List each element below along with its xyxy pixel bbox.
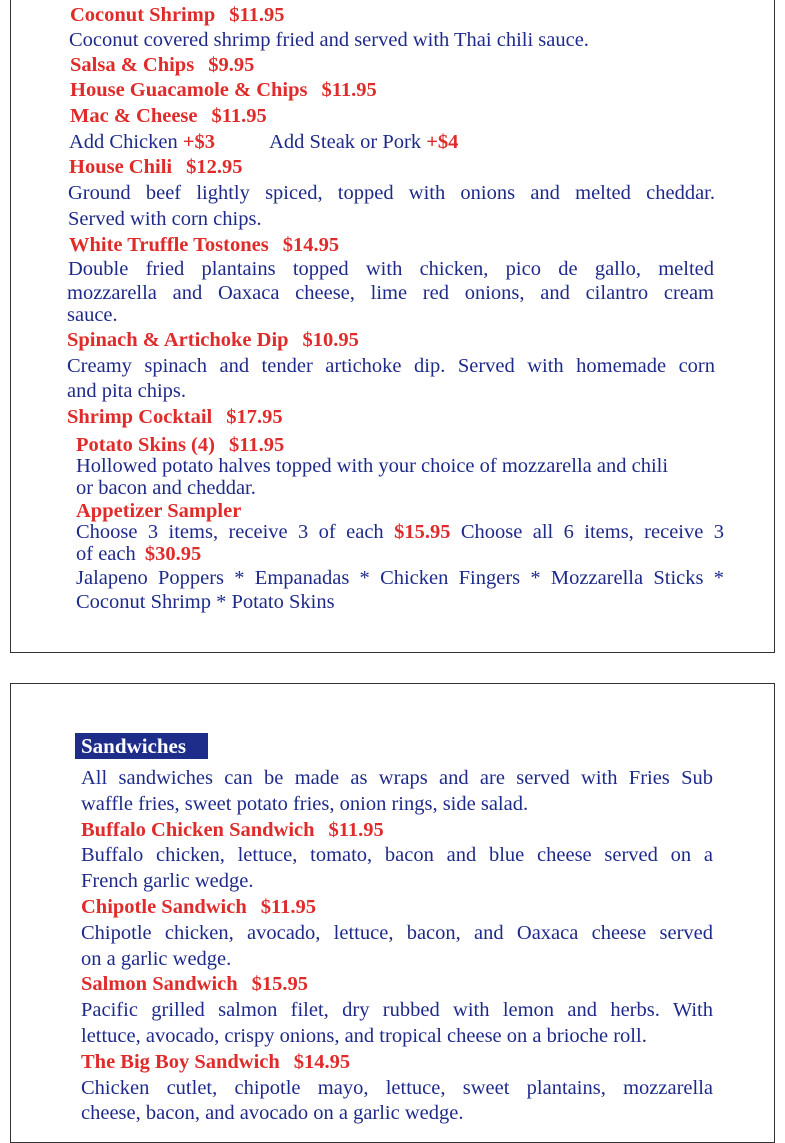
item-name: Chipotle Sandwich (81, 896, 247, 918)
item-price: $15.95 (251, 973, 309, 995)
menu-item-title (70, 4, 284, 27)
item-description: mozzarella and Oaxaca cheese, lime red onions, and cilantro cream (67, 282, 714, 304)
item-name: White Truffle Tostones (69, 234, 269, 256)
item-description: Served with corn chips. (68, 208, 262, 230)
item-name: The Big Boy Sandwich (81, 1051, 280, 1073)
menu-item-title (76, 500, 241, 523)
item-description: cheese, bacon, and avocado on a garlic wedge. (81, 1102, 464, 1124)
item-description: lettuce, avocado, crispy onions, and tropical cheese on a brioche roll. (81, 1025, 647, 1047)
add-on-price: +$4 (426, 131, 459, 153)
menu-item-title (81, 819, 384, 842)
item-description: Buffalo chicken, lettuce, tomato, bacon and blue cheese served on a (81, 844, 713, 866)
item-description: Pacific grilled salmon filet, dry rubbed with lemon and herbs. With (81, 999, 713, 1021)
menu-item-title (67, 406, 283, 429)
item-price: $14.95 (293, 1051, 351, 1073)
item-name: House Chili (69, 156, 173, 178)
menu-item-title (81, 896, 316, 919)
item-price: $11.95 (229, 4, 285, 26)
add-on-line (69, 131, 458, 154)
item-name: House Guacamole & Chips (70, 79, 308, 101)
item-name: Salsa & Chips (70, 54, 195, 76)
item-description: on a garlic wedge. (81, 948, 232, 970)
item-price: $11.95 (228, 434, 285, 456)
section-intro: waffle fries, sweet potato fries, onion rings, side salad. (81, 793, 529, 815)
sampler-price: $30.95 (144, 543, 202, 565)
item-name: Shrimp Cocktail (67, 406, 213, 428)
menu-item-title (81, 973, 308, 996)
item-price: $10.95 (302, 329, 359, 351)
item-name: Appetizer Sampler (76, 500, 242, 522)
section-title: Sandwiches (75, 733, 208, 759)
menu-item-title (69, 156, 242, 179)
sampler-items: Jalapeno Poppers * Empanadas * Chicken Fingers * Mozzarella Sticks * (76, 567, 724, 589)
sampler-price: $15.95 (394, 521, 451, 543)
add-on-label: Add Chicken (69, 131, 178, 153)
add-on-price: +$3 (182, 131, 216, 153)
item-name: Buffalo Chicken Sandwich (81, 819, 315, 841)
item-price: $9.95 (208, 54, 255, 76)
item-description: and pita chips. (67, 380, 186, 402)
item-price: $12.95 (186, 156, 243, 178)
item-description: Chicken cutlet, chipotle mayo, lettuce, sweet plantains, mozzarella (81, 1077, 713, 1099)
menu-item-title (69, 234, 339, 257)
item-description: Double fried plantains topped with chicken, pico de gallo, melted (68, 258, 714, 280)
item-price: $11.95 (321, 79, 377, 101)
item-description: Coconut covered shrimp fried and served with Thai chili sauce. (69, 29, 589, 51)
menu-item-title (76, 434, 284, 457)
item-name: Coconut Shrimp (70, 4, 216, 26)
item-description: Ground beef lightly spiced, topped with onions and melted cheddar. (68, 182, 715, 204)
menu-item-title (70, 105, 267, 128)
item-name: Salmon Sandwich (81, 973, 238, 995)
add-on-label: Add Steak or Pork (269, 131, 422, 153)
section-intro: All sandwiches can be made as wraps and are served with Fries Sub (81, 767, 713, 789)
item-description: Chipotle chicken, avocado, lettuce, bacon, and Oaxaca cheese served (81, 922, 713, 944)
item-price: $14.95 (282, 234, 340, 256)
sampler-option: Choose all 6 items, receive 3 (460, 521, 724, 543)
item-description: sauce. (67, 304, 118, 326)
item-description: or bacon and cheddar. (76, 477, 256, 499)
item-price: $11.95 (328, 819, 384, 841)
item-description: French garlic wedge. (81, 870, 254, 892)
item-name: Mac & Cheese (70, 105, 198, 127)
sampler-line (76, 521, 724, 544)
sampler-option: Choose 3 items, receive 3 of each (76, 521, 384, 543)
item-name: Potato Skins (4) (76, 434, 215, 456)
menu-item-title (67, 329, 359, 352)
item-price: $11.95 (211, 105, 267, 127)
menu-item-title (70, 54, 254, 77)
item-description: Creamy spinach and tender artichoke dip. Served with homemade corn (67, 355, 715, 377)
sampler-items: Coconut Shrimp * Potato Skins (76, 591, 335, 613)
sampler-option: of each (76, 543, 136, 565)
menu-item-title (81, 1051, 350, 1074)
item-name: Spinach & Artichoke Dip (67, 329, 289, 351)
item-description: Hollowed potato halves topped with your choice of mozzarella and chili (76, 455, 669, 477)
menu-item-title (70, 79, 377, 102)
sampler-line (76, 543, 201, 566)
item-price: $11.95 (260, 896, 317, 918)
item-price: $17.95 (226, 406, 283, 428)
